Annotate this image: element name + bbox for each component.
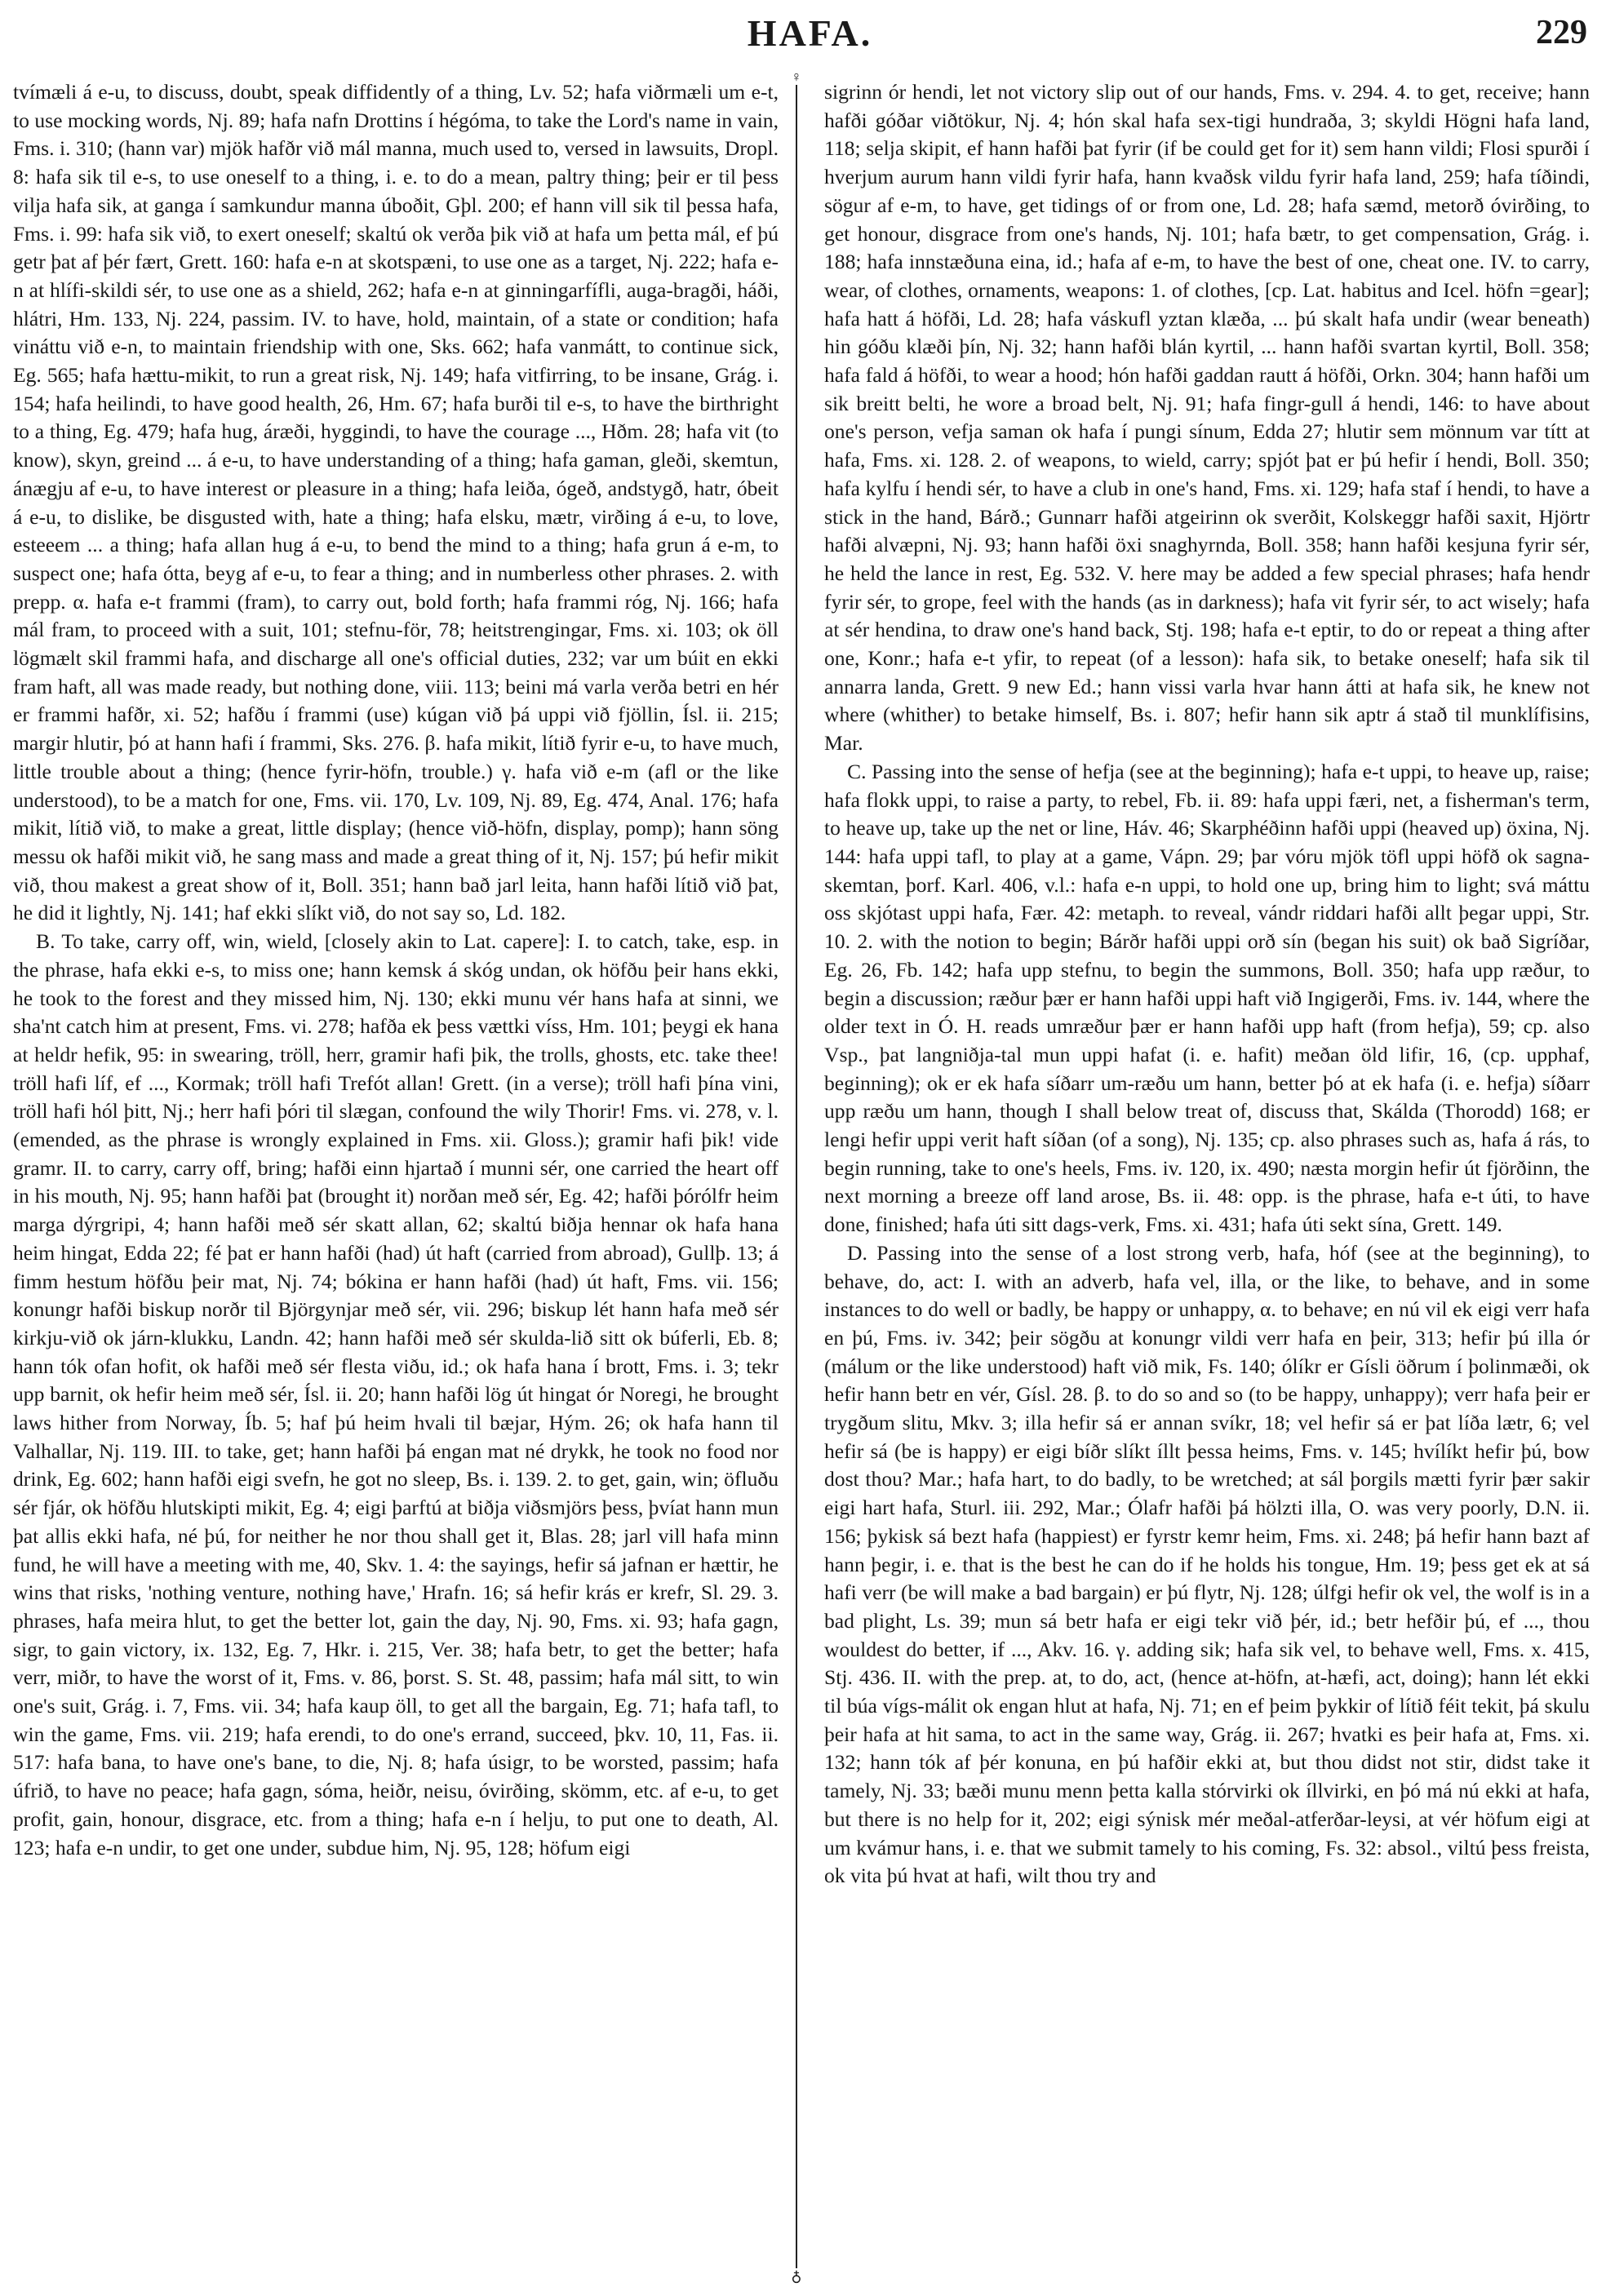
gutter-ornament-top: ♀: [788, 69, 805, 85]
entry-paragraph: sigrinn ór hendi, let not victory slip out of our hands, Fms. v. 294. 4. to get, receive; hann hafði góðar viðtökur, Nj. 4; hón skal hafa sex-tigi hundraða, 3; skyldi Högni hafa land, 118; selja skipit, ef hann hafði þat fyrir (if be could get for it) sem hann vildi; Flosi spurði í hverjum aurum hann vildi fyrir hafa, hann kvaðsk vildu fyrir hafa land, 259; hafa tíðindi, sögur af e-m, to have, get tidings of or from one, Ld. 28; hafa sæmd, metorð óvirðing, to get honour, disgrace from one's hands, Nj. 101; hafa bætr, to get compensation, Grág. i. 188; hafa innstæðuna eina, id.; hafa af e-m, to have the best of one, cheat one. IV. to carry, wear, of clothes, ornaments, weapons: 1. of clothes, [cp. Lat. habitus and Icel. höfn =gear]; hafa hatt á höfði, Ld. 28; hafa váskufl yztan klæða, ... þú skalt hafa undir (wear beneath) hin góðu klæði þín, Nj. 32; hann hafði blán kyrtil, ... hann hafði svartan kyrtil, Boll. 358; hafa fald á höfði, to wear a hood; hón hafði gaddan rautt á höfði, Orkn. 304; hann hafði um sik breitt belti, he wore a broad belt, Nj. 91; hafa fingr-gull á hendi, 146: to have about one's person, vefja saman ok hafa í pungi sínum, Edda 27; hlutir sem mönnum var títt at hafa, Fms. xi. 128. 2. of weapons, to wield, carry; spjót þat er þú hefir í hendi, Boll. 350; hafa kylfu í hendi sér, to have a club in one's hand, Fms. xi. 129; hafa staf í hendi, to have a stick in the hand, Bárð.; Gunnarr hafði atgeirinn ok sverðit, Kolskeggr hafði saxit, Hjörtr hafði alvæpni, Nj. 93; hann hafði öxi snaghyrnda, Boll. 358; hann hafði kesjuna fyrir sér, he held the lance in rest, Eg. 532. V. here may be added a few special phrases; hafa hendr fyrir sér, to grope, feel with the hands (as in darkness); hafa vit fyrir sér, to act wisely; hafa at sér hendina, to draw one's hand back, Stj. 198; hafa e-t eptir, to do or repeat a thing after one, Konr.; hafa e-t yfir, to repeat (of a lesson): hafa sik, to betake oneself; hafa sik til annarra landa, Grett. 9 new Ed.; hann vissi varla hvar hann átti at hafa sik, he knew not where (whither) to betake himself, Bs. i. 807; hefir hann sik aptr á stað til munklífisins, Mar.: [824, 80, 1590, 756]
entry-paragraph: B. To take, carry off, win, wield, [closely akin to Lat. capere]: I. to catch, take, esp. in the phrase, hafa ekki e-s, to miss one; hann kemsk á skóg undan, ok höfðu þeir hans ekki, he took to the forest and they missed him, Nj. 130; ekki munu vér hans hafa at sinni, we sha'nt catch him at present, Fms. vi. 278; hafða ek þess vættki víss, Hm. 101; þeygi ek hana at heldr hefik, 95: in swearing, tröll, herr, gramir hafi þik, the trolls, ghosts, etc. take thee! tröll hafi líf, ef ..., Kormak; tröll hafi Trefót allan! Grett. (in a verse); tröll hafi þína vini, tröll hafi hól þitt, Nj.; herr hafi þóri til slægan, confound the wily Thorir! Fms. vi. 278, v. l. (emended, as the phrase is wrongly explained in Fms. xii. Gloss.); gramir hafi þik! vide gramr. II. to carry, carry off, bring; hafði einn hjartað í munni sér, one carried the heart off in his mouth, Nj. 95; hann hafði þat (brought it) norðan með sér, Eg. 42; hafði þórólfr heim marga dýrgripi, 4; hann hafði með sér skatt allan, 62; skaltú biðja hennar ok hafa hana heim hingat, Edda 22; fé þat er hann hafði (had) út haft (carried from abroad), Gullþ. 13; á fimm hestum höfðu þeir mat, Nj. 74; bókina er hann hafði (had) út haft, Fms. vii. 156; konungr hafði biskup norðr til Björgynjar með sér, vii. 296; biskup lét hann hafa með sér kirkju-við ok járn-klukku, Landn. 42; hann hafði með sér skulda-lið sitt ok búferli, Eb. 8; hann tók ofan hofit, ok hafði með sér flesta viðu, id.; ok hafa hana í brott, Fms. i. 3; tekr upp barnit, ok hefir heim með sér, Ísl. ii. 20; hann hafði lög út hingat ór Noregi, he brought laws hither from Norway, Íb. 5; haf þú heim hvali til bæjar, Hým. 26; ok hafa hann til Valhallar, Nj. 119. III. to take, get; hann hafði þá engan mat né drykk, he took no food nor drink, Eg. 602; hann hafði eigi svefn, he got no sleep, Bs. i. 139. 2. to get, gain, win; öfluðu sér fjár, ok höfðu hlutskipti mikit, Eg. 4; eigi þarftú at biðja viðsmjörs þess, þvíat hann mun þat allis ekki hafa, né þú, for neither he nor thou shall get it, Blas. 28; jarl vill hafa minn fund, he will have a meeting with me, 40, Skv. 1. 4: the sayings, hefir sá jafnan er hættir, he wins that risks, 'nothing venture, nothing have,' Hrafn. 16; sá hefir krás er krefr, Sl. 29. 3. phrases, hafa meira hlut, to get the better lot, gain the day, Nj. 90, Fms. xi. 93; hafa gagn, sigr, to gain victory, ix. 132, Eg. 7, Hkr. i. 215, Ver. 38; hafa betr, to get the better; hafa verr, miðr, to have the worst of it, Fms. v. 86, þorst. S. St. 48, passim; hafa mál sitt, to win one's suit, Grág. i. 7, Fms. vii. 34; hafa kaup öll, to get all the bargain, Eg. 71; hafa tafl, to win the game, Fms. vii. 219; hafa erendi, to do one's errand, succeed, þkv. 10, 11, Fas. ii. 517: hafa bana, to have one's bane, to die, Nj. 8; hafa úsigr, to be worsted, passim; hafa úfrið, to have no peace; hafa gagn, sóma, heiðr, neisu, óvirðing, skömm, etc. af e-u, to get profit, gain, honour, disgrace, etc. from a thing; hafa e-n í helju, to put one to death, Al. 123; hafa e-n undir, to get one under, subdue him, Nj. 95, 128; höfum eigi: [13, 929, 779, 1859]
entry-paragraph: D. Passing into the sense of a lost strong verb, hafa, hóf (see at the beginning), to behave, do, act: I. with an adverb, hafa vel, illa, or the like, to behave, and in some instances to do well or badly, be happy or unhappy, α. to behave; en nú vil ek eigi verr hafa en þú, Fms. iv. 342; þeir sögðu at konungr vildi verr hafa en þeir, 313; hefir þú illa ór (málum or the like understood) haft við mik, Fs. 140; ólíkr er Gísli öðrum í þolinmæði, ok hefir hann betr en vér, Gísl. 28. β. to do so and so (to be happy, unhappy); verr hafa þeir er trygðum slitu, Mkv. 3; illa hefir sá er annan svíkr, 18; vel hefir sá er þat líða lætr, 6; vel hefir sá (be is happy) er eigi bíðr slíkt íllt þessa heims, Fms. v. 145; hvílíkt hefir þú, bow dost thou? Mar.; hafa hart, to do badly, to be wretched; at sál þorgils mætti fyrir þær sakir eigi hart hafa, Sturl. iii. 292, Mar.; Ólafr hafði þá hölzti illa, O. was very poorly, D.N. ii. 156; þykisk sá bezt hafa (happiest) er fyrstr kemr heim, Fms. xi. 248; þá hefir hann bazt af hann þegir, i. e. that is the best he can do if he holds his tongue, Hm. 19; þess get ek at sá hafi verr (be will make a bad bargain) er þú flytr, Nj. 128; úlfgi hefir ok vel, the wolf is in a bad plight, Ls. 39; mun sá betr hafa er eigi tekr við þér, id.; betr hefðir þú, ef ..., thou wouldest do better, if ..., Akv. 16. γ. adding sik; hafa sik vel, to behave well, Fms. x. 415, Stj. 436. II. with the prep. at, to do, act, (hence at-höfn, at-hæfi, act, doing); hann lét ekki til búa vígs-málit ok engan hlut at hafa, Nj. 71; en ef þeim þykkir of lítið féit tekit, þá skulu þeir hafa at hit sama, to act in the same way, Grág. ii. 267; hvatki es þeir hafa at, Fms. xi. 132; hann tók af þér konuna, en þú hafðir ekki at, but thou didst not stir, didst take it tamely, Nj. 33; bæði munu menn þetta kalla stórvirki ok íllvirki, en þó má nú ekki at hafa, but there is no help for it, 202; eigi sýnisk mér meðal-atferðar-leysi, at vér höfum eigi at um kvámur hans, i. e. that we submit tamely to his coming, Fs. 32: absol., viltú þess freista, ok vita þú hvat at hafi, wilt thou try and: [824, 1240, 1590, 1888]
page-header: [33, 11, 1587, 57]
left-column: [13, 78, 779, 2281]
page-number: 229: [1536, 14, 1587, 51]
gutter-ornament-bottom: ♁: [788, 2268, 805, 2285]
column-divider: [796, 73, 797, 2281]
running-headword: HAFA.: [747, 12, 873, 54]
entry-paragraph: C. Passing into the sense of hefja (see at the beginning); hafa e-t uppi, to heave up, raise; hafa flokk uppi, to raise a party, to rebel, Fb. ii. 89: hafa uppi færi, net, a fisherman's term, to heave up, take up the net or line, Háv. 46; Skarphéðinn hafði uppi (heaved up) öxina, Nj. 144: hafa uppi tafl, to play at a game, Vápn. 29; þar vóru mjök töfl uppi höfð ok sagna-skemtan, þorf. Karl. 406, v.l.: hafa e-n uppi, to hold one up, bring him to light; svá máttu oss skjótast uppi hafa, Fær. 42: metaph. to reveal, vándr riddari hafði allt þegar uppi, Str. 10. 2. with the notion to begin; Bárðr hafði uppi orð sín (began his suit) ok bað Sigríðar, Eg. 26, Fb. 142; hafa upp stefnu, to begin the summons, Boll. 350; hafa upp ræður, to begin a discussion; ræður þær er hann hafði uppi haft við Ingigerði, Fms. iv. 144, where the older text in Ó. H. reads umræður þær er hann hafði upp haft (from hefja), 59; cp. also Vsp., þat langniðja-tal mun uppi hafat (i. e. hafit) meðan öld lifir, 16, (cp. upphaf, beginning); ok er ek hafa síðarr um-ræðu um hann, better þó at ek hafa (i. e. hefja) síðarr upp ræðu um hann, though I shall below treat of, discuss that, Skálda (Thorodd) 168; er lengi hefir uppi verit haft síðan (of a song), Nj. 135; cp. also phrases such as, hafa á rás, to begin running, take to one's heels, Fms. iv. 120, ix. 490; næsta morgin hefir út fjörðinn, the next morning a breeze off land arose, Bs. ii. 48: opp. is the phrase, hafa e-t úti, to have done, finished; hafa úti sitt dags-verk, Fms. xi. 431; hafa úti sekt sína, Grett. 149.: [824, 759, 1590, 1237]
entry-paragraph: tvímæli á e-u, to discuss, doubt, speak diffidently of a thing, Lv. 52; hafa viðrmæli um e-t, to use mocking words, Nj. 89; hafa nafn Drottins í hégóma, to take the Lord's name in vain, Fms. i. 310; (hann var) mjök hafðr við mál manna, much used to, versed in lawsuits, Dropl. 8: hafa sik til e-s, to use oneself to a thing, i. e. to do a mean, paltry thing; þeir er til þess vilja hafa sik, at ganga í samkundur manna úboðit, Gþl. 200; ef hann vill sik til þessa hafa, Fms. i. 99: hafa sik við, to exert oneself; skaltú ok verða þik við at hafa um þetta mál, ef þú getr þat af þér fært, Grett. 160: hafa e-n at skotspæni, to use one as a target, Nj. 222; hafa e-n at hlífi-skildi sér, to use one as a shield, 262; hafa e-n at ginningarfífli, auga-bragði, háði, hlátri, Hm. 133, Nj. 224, passim. IV. to have, hold, maintain, of a state or condition; hafa vináttu við e-n, to maintain friendship with one, Sks. 662; hafa vanmátt, to continue sick, Eg. 565; hafa hættu-mikit, to run a great risk, Nj. 149; hafa vitfirring, to be insane, Grág. i. 154; hafa heilindi, to have good health, 26, Hm. 67; hafa burði til e-s, to have the birthright to a thing, Eg. 479; hafa hug, áræði, hyggindi, to have the courage ..., Hðm. 28; hafa vit (to know), skyn, greind ... á e-u, to have understanding of a thing; hafa gaman, gleði, skemtun, ánægju af e-u, to have interest or pleasure in a thing; hafa leiða, ógeð, andstygð, hatr, óbeit á e-u, to dislike, be disgusted with, hate a thing; hafa elsku, mætr, virðing á e-u, to love, esteeem ... a thing; hafa allan hug á e-u, to bend the mind to a thing; hafa grun á e-m, to suspect one; hafa ótta, beyg af e-u, to fear a thing; and in numberless other phrases. 2. with prepp. α. hafa e-t frammi (fram), to carry out, bold forth; hafa frammi róg, Nj. 166; hafa mál fram, to proceed with a suit, 101; stefnu-för, 78; heitstrengingar, Fms. xi. 103; ok öll lögmælt skil frammi hafa, and discharge all one's official duties, 232; var um búit en ekki fram haft, all was made ready, but nothing done, viii. 113; beini má varla verða betri en hér er frammi hafðr, xi. 52; hafðu í frammi (use) kúgan við þá uppi við fjöllin, Ísl. ii. 215; margir hlutir, þó at hann hafi í frammi, Sks. 276. β. hafa mikit, lítið fyrir e-u, to have much, little trouble about a thing; (hence fyrir-höfn, trouble.) γ. hafa við e-m (afl or the like understood), to be a match for one, Fms. vii. 170, Lv. 109, Nj. 89, Eg. 474, Anal. 176; hafa mikit, lítið við, to make a great, little display; (hence við-höfn, display, pomp); hann söng messu ok hafði mikit við, he sang mass and made a great thing of it, Nj. 157; þú hefir mikit við, thou makest a great show of it, Boll. 351; hann bað jarl leita, hann hafði lítið við þat, he did it lightly, Nj. 141; haf ekki slíkt við, do not say so, Ld. 182.: [13, 80, 779, 925]
right-column: [824, 78, 1590, 2281]
